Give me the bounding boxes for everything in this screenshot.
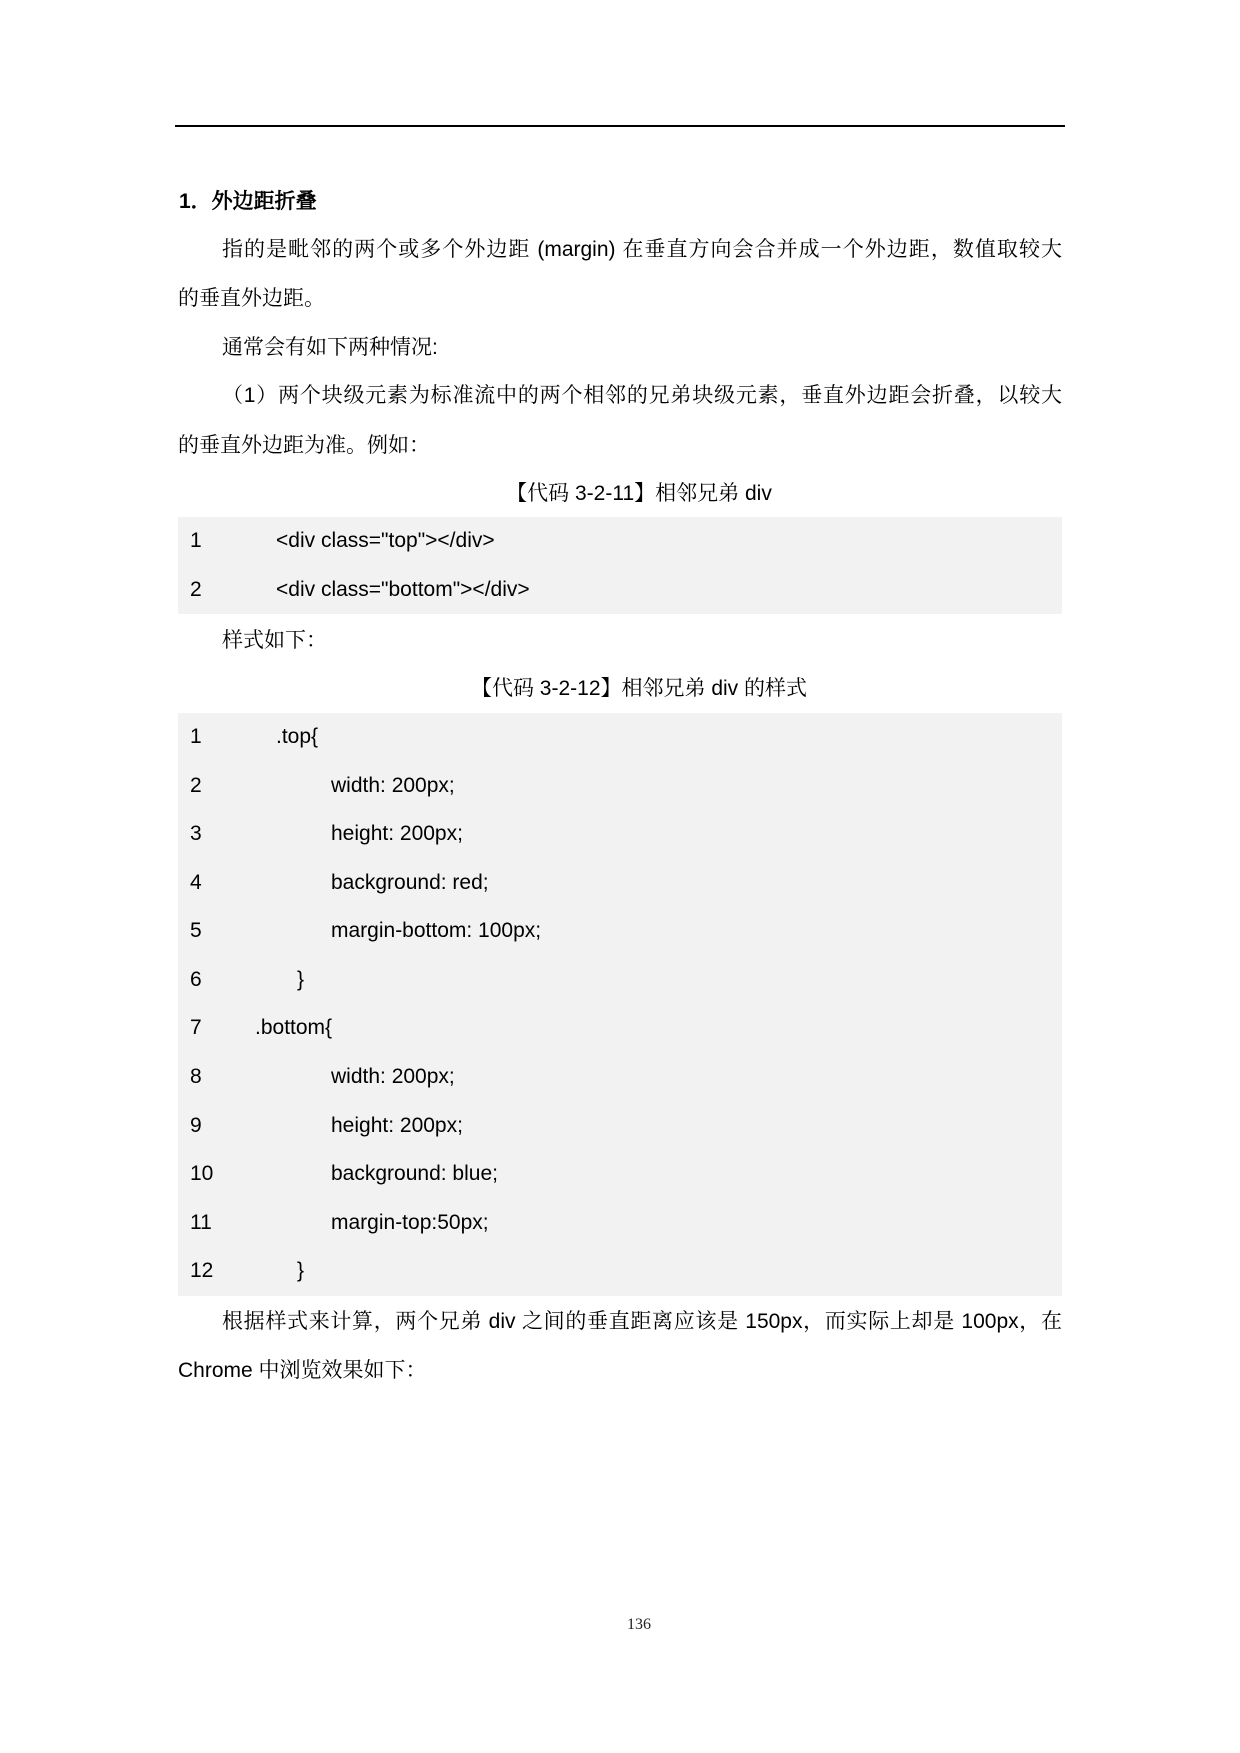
- code-line: [178, 810, 1062, 859]
- code-line: [178, 859, 1062, 908]
- line-number: 2: [190, 577, 202, 601]
- code-text: width: 200px;: [331, 1065, 455, 1089]
- code-text: .bottom{: [255, 1016, 333, 1040]
- code-text: background: blue;: [331, 1162, 498, 1186]
- line-number: 11: [190, 1210, 212, 1234]
- code-line: [178, 1150, 1062, 1199]
- code-text: margin-bottom: 100px;: [331, 919, 542, 943]
- code-text: height: 200px;: [331, 1113, 463, 1137]
- line-number: 9: [190, 1113, 202, 1137]
- case1-line-2: 的垂直外边距为准。例如：: [178, 434, 430, 457]
- code-line: [178, 1102, 1062, 1151]
- section-heading: 1．外边距折叠: [179, 190, 317, 213]
- page-number: 136: [627, 1616, 651, 1633]
- code-line: [178, 713, 1062, 762]
- code-text: }: [297, 1259, 305, 1283]
- code-line: [178, 907, 1062, 956]
- code-text: <div class="top"></div>: [276, 529, 495, 552]
- line-number: 1: [190, 529, 202, 552]
- line-number: 2: [190, 773, 202, 797]
- conclusion-line-1: 根据样式来计算，两个兄弟 div 之间的垂直距离应该是 150px，而实际上却是 100px，在: [222, 1310, 1062, 1333]
- line-number: 3: [190, 822, 202, 846]
- code-line: [178, 1247, 1062, 1296]
- line-number: 1: [190, 725, 202, 748]
- code-text: width: 200px;: [331, 773, 455, 797]
- code-text: background: red;: [331, 870, 489, 894]
- code-line: [178, 1199, 1062, 1248]
- case1-line-1: （1）两个块级元素为标准流中的两个相邻的兄弟块级元素，垂直外边距会折叠，以较大: [222, 384, 1062, 407]
- code-line: [178, 1004, 1062, 1053]
- code1-block: [178, 517, 1062, 614]
- line-number: 8: [190, 1065, 202, 1089]
- code-text: margin-top:50px;: [331, 1210, 489, 1234]
- code-text: <div class="bottom"></div>: [276, 577, 530, 601]
- header-rule: [175, 125, 1065, 127]
- intro-line-1: 指的是毗邻的两个或多个外边距 (margin) 在垂直方向会合并成一个外边距，数值取较大: [222, 238, 1062, 261]
- line-number: 12: [190, 1259, 214, 1283]
- line-number: 4: [190, 870, 202, 894]
- line-number: 7: [190, 1016, 202, 1040]
- line-number: 6: [190, 967, 202, 991]
- code-line: [178, 517, 1062, 566]
- cases-intro: 通常会有如下两种情况:: [222, 336, 438, 359]
- code-text: .top{: [276, 725, 319, 748]
- code2-caption: 【代码 3-2-12】相邻兄弟 div 的样式: [470, 677, 808, 700]
- style-intro: 样式如下：: [222, 629, 327, 652]
- conclusion-line-2: Chrome 中浏览效果如下：: [178, 1359, 427, 1382]
- code-line: [178, 566, 1062, 615]
- code-text: }: [297, 967, 305, 991]
- line-number: 10: [190, 1162, 214, 1186]
- code-line: [178, 956, 1062, 1005]
- code2-block: [178, 713, 1062, 1296]
- line-number: 5: [190, 919, 202, 943]
- intro-line-2: 的垂直外边距。: [178, 287, 325, 310]
- code1-caption: 【代码 3-2-11】相邻兄弟 div: [506, 482, 772, 505]
- code-text: height: 200px;: [331, 822, 463, 846]
- code-line: [178, 1053, 1062, 1102]
- code-line: [178, 762, 1062, 811]
